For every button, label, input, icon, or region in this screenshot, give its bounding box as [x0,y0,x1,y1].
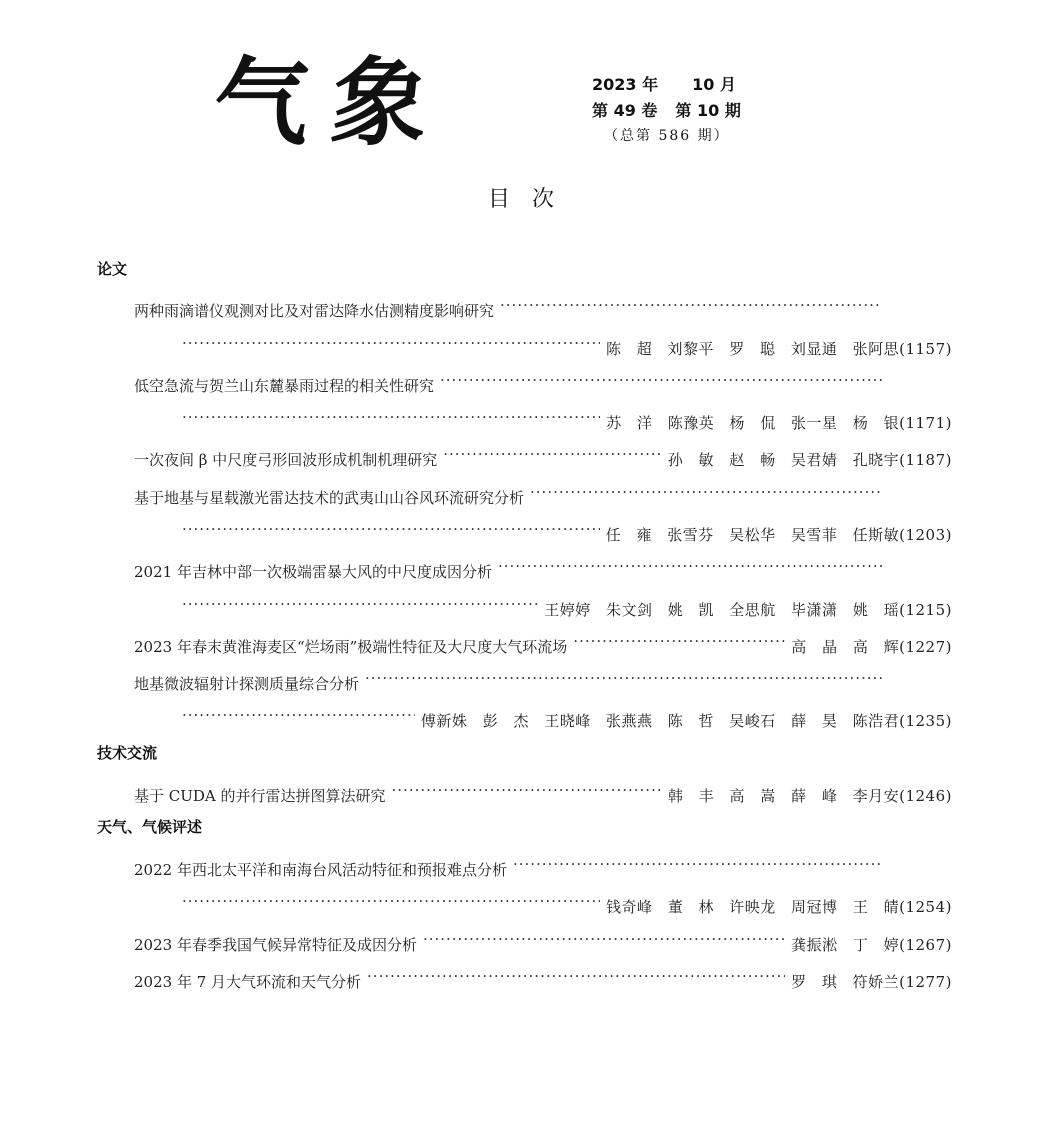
toc-entry-authors[interactable] [176,518,952,546]
article-page[interactable]: (1203) [899,526,952,544]
article-page[interactable]: (1254) [899,898,952,916]
toc-heading: 目次 [488,187,577,212]
article-page[interactable]: (1187) [899,451,952,469]
issue-date [592,72,752,98]
article-title[interactable]: 低空急流与贺兰山东麓暴雨过程的相关性研究 [134,377,435,395]
article-page[interactable]: (1277) [899,973,952,991]
dot-leader [513,853,882,875]
article-title[interactable]: 两种雨滴谱仪观测对比及对雷达降水估测精度影响研究 [134,302,495,320]
toc-entry-title[interactable] [134,667,952,695]
article-authors: 高 晶 高 辉 [791,638,900,656]
issue-year: 2023 年 [592,75,659,94]
toc-entry-authors[interactable] [176,332,952,360]
article-authors: 罗 琪 符娇兰 [791,973,900,991]
issue-volume: 第 49 卷 [592,101,658,120]
issue-info [592,72,752,148]
dot-leader [530,481,882,503]
section-title-tech-exchange: 技术交流 [97,744,158,762]
article-page[interactable]: (1246) [899,787,952,805]
dot-leader [500,294,882,316]
article-title[interactable]: 2023 年春末黄淮海麦区“烂场雨”极端性特征及大尺度大气环流场 [134,638,568,656]
section-title-weather-climate-review: 天气、气候评述 [97,818,203,836]
article-page[interactable]: (1215) [899,601,952,619]
toc-entry[interactable] [134,630,952,658]
issue-volume-number [592,98,752,124]
article-authors: 钱奇峰 董 林 许映龙 周冠博 王 皘 [605,898,900,916]
dot-leader [182,406,600,428]
dot-leader [423,928,785,950]
section-title-papers: 论文 [97,260,128,278]
article-page[interactable]: (1267) [899,936,952,954]
article-title[interactable]: 一次夜间 β 中尺度弓形回波形成机制机理研究 [134,451,438,469]
toc-entry-title[interactable] [134,369,952,397]
dot-leader [573,630,785,652]
issue-total: （总第 586 期） [604,128,730,144]
toc-entry-title[interactable] [134,481,952,509]
dot-leader [182,518,600,540]
dot-leader [182,332,600,354]
toc-entry[interactable] [134,779,952,807]
dot-leader [182,704,415,726]
article-title[interactable]: 基于 CUDA 的并行雷达拼图算法研究 [134,787,386,805]
issue-number: 第 10 期 [675,101,741,120]
article-page[interactable]: (1227) [899,638,952,656]
article-title[interactable]: 2022 年西北太平洋和南海台风活动特征和预报难点分析 [134,861,507,879]
article-title[interactable]: 基于地基与星载激光雷达技术的武夷山山谷风环流研究分析 [134,489,525,507]
toc-entry[interactable] [134,965,952,993]
toc-entry-authors[interactable] [176,704,952,732]
toc-entry-authors[interactable] [176,406,952,434]
article-authors: 苏 洋 陈豫英 杨 侃 张一星 杨 银 [606,414,900,432]
article-authors: 王婷婷 朱文剑 姚 凯 全思航 毕潇潇 姚 瑶 [544,601,900,619]
article-title[interactable]: 2021 年吉林中部一次极端雷暴大风的中尺度成因分析 [134,563,492,581]
article-title[interactable]: 2023 年 7 月大气环流和天气分析 [134,973,362,991]
article-authors: 龚振淞 丁 婷 [791,936,900,954]
issue-month: 10 月 [692,75,736,94]
toc-entry-title[interactable] [134,294,952,322]
dot-leader [182,593,538,615]
toc-entry-authors[interactable] [176,593,952,621]
dot-leader [440,369,882,391]
toc-entry-authors[interactable] [176,890,952,918]
dot-leader [367,965,785,987]
dot-leader [443,443,662,465]
article-title[interactable]: 地基微波辐射计探测质量综合分析 [134,675,360,693]
article-authors: 韩 丰 高 嵩 薛 峰 李月安 [668,787,900,805]
article-authors: 陈 超 刘黎平 罗 聪 刘显通 张阿思 [605,340,900,358]
dot-leader [498,555,882,577]
toc-entry-title[interactable] [134,853,952,881]
dot-leader [365,667,882,689]
toc-entry[interactable] [134,443,952,471]
article-page[interactable]: (1157) [899,340,952,358]
dot-leader [182,890,600,912]
journal-title: 气象 [208,46,456,159]
dot-leader [392,779,662,801]
article-authors: 傅新姝 彭 杰 王晓峰 张燕燕 陈 哲 吴峻石 薛 昊 陈浩君 [420,712,900,730]
toc-entry-title[interactable] [134,555,952,583]
article-page[interactable]: (1235) [899,712,952,730]
toc-entry[interactable] [134,928,952,956]
article-page[interactable]: (1171) [899,414,952,432]
article-authors: 任 雍 张雪芬 吴松华 吴雪菲 任斯敏 [605,526,900,544]
article-title[interactable]: 2023 年春季我国气候异常特征及成因分析 [134,936,417,954]
article-authors: 孙 敏 赵 畅 吴君婧 孔晓宇 [667,451,900,469]
